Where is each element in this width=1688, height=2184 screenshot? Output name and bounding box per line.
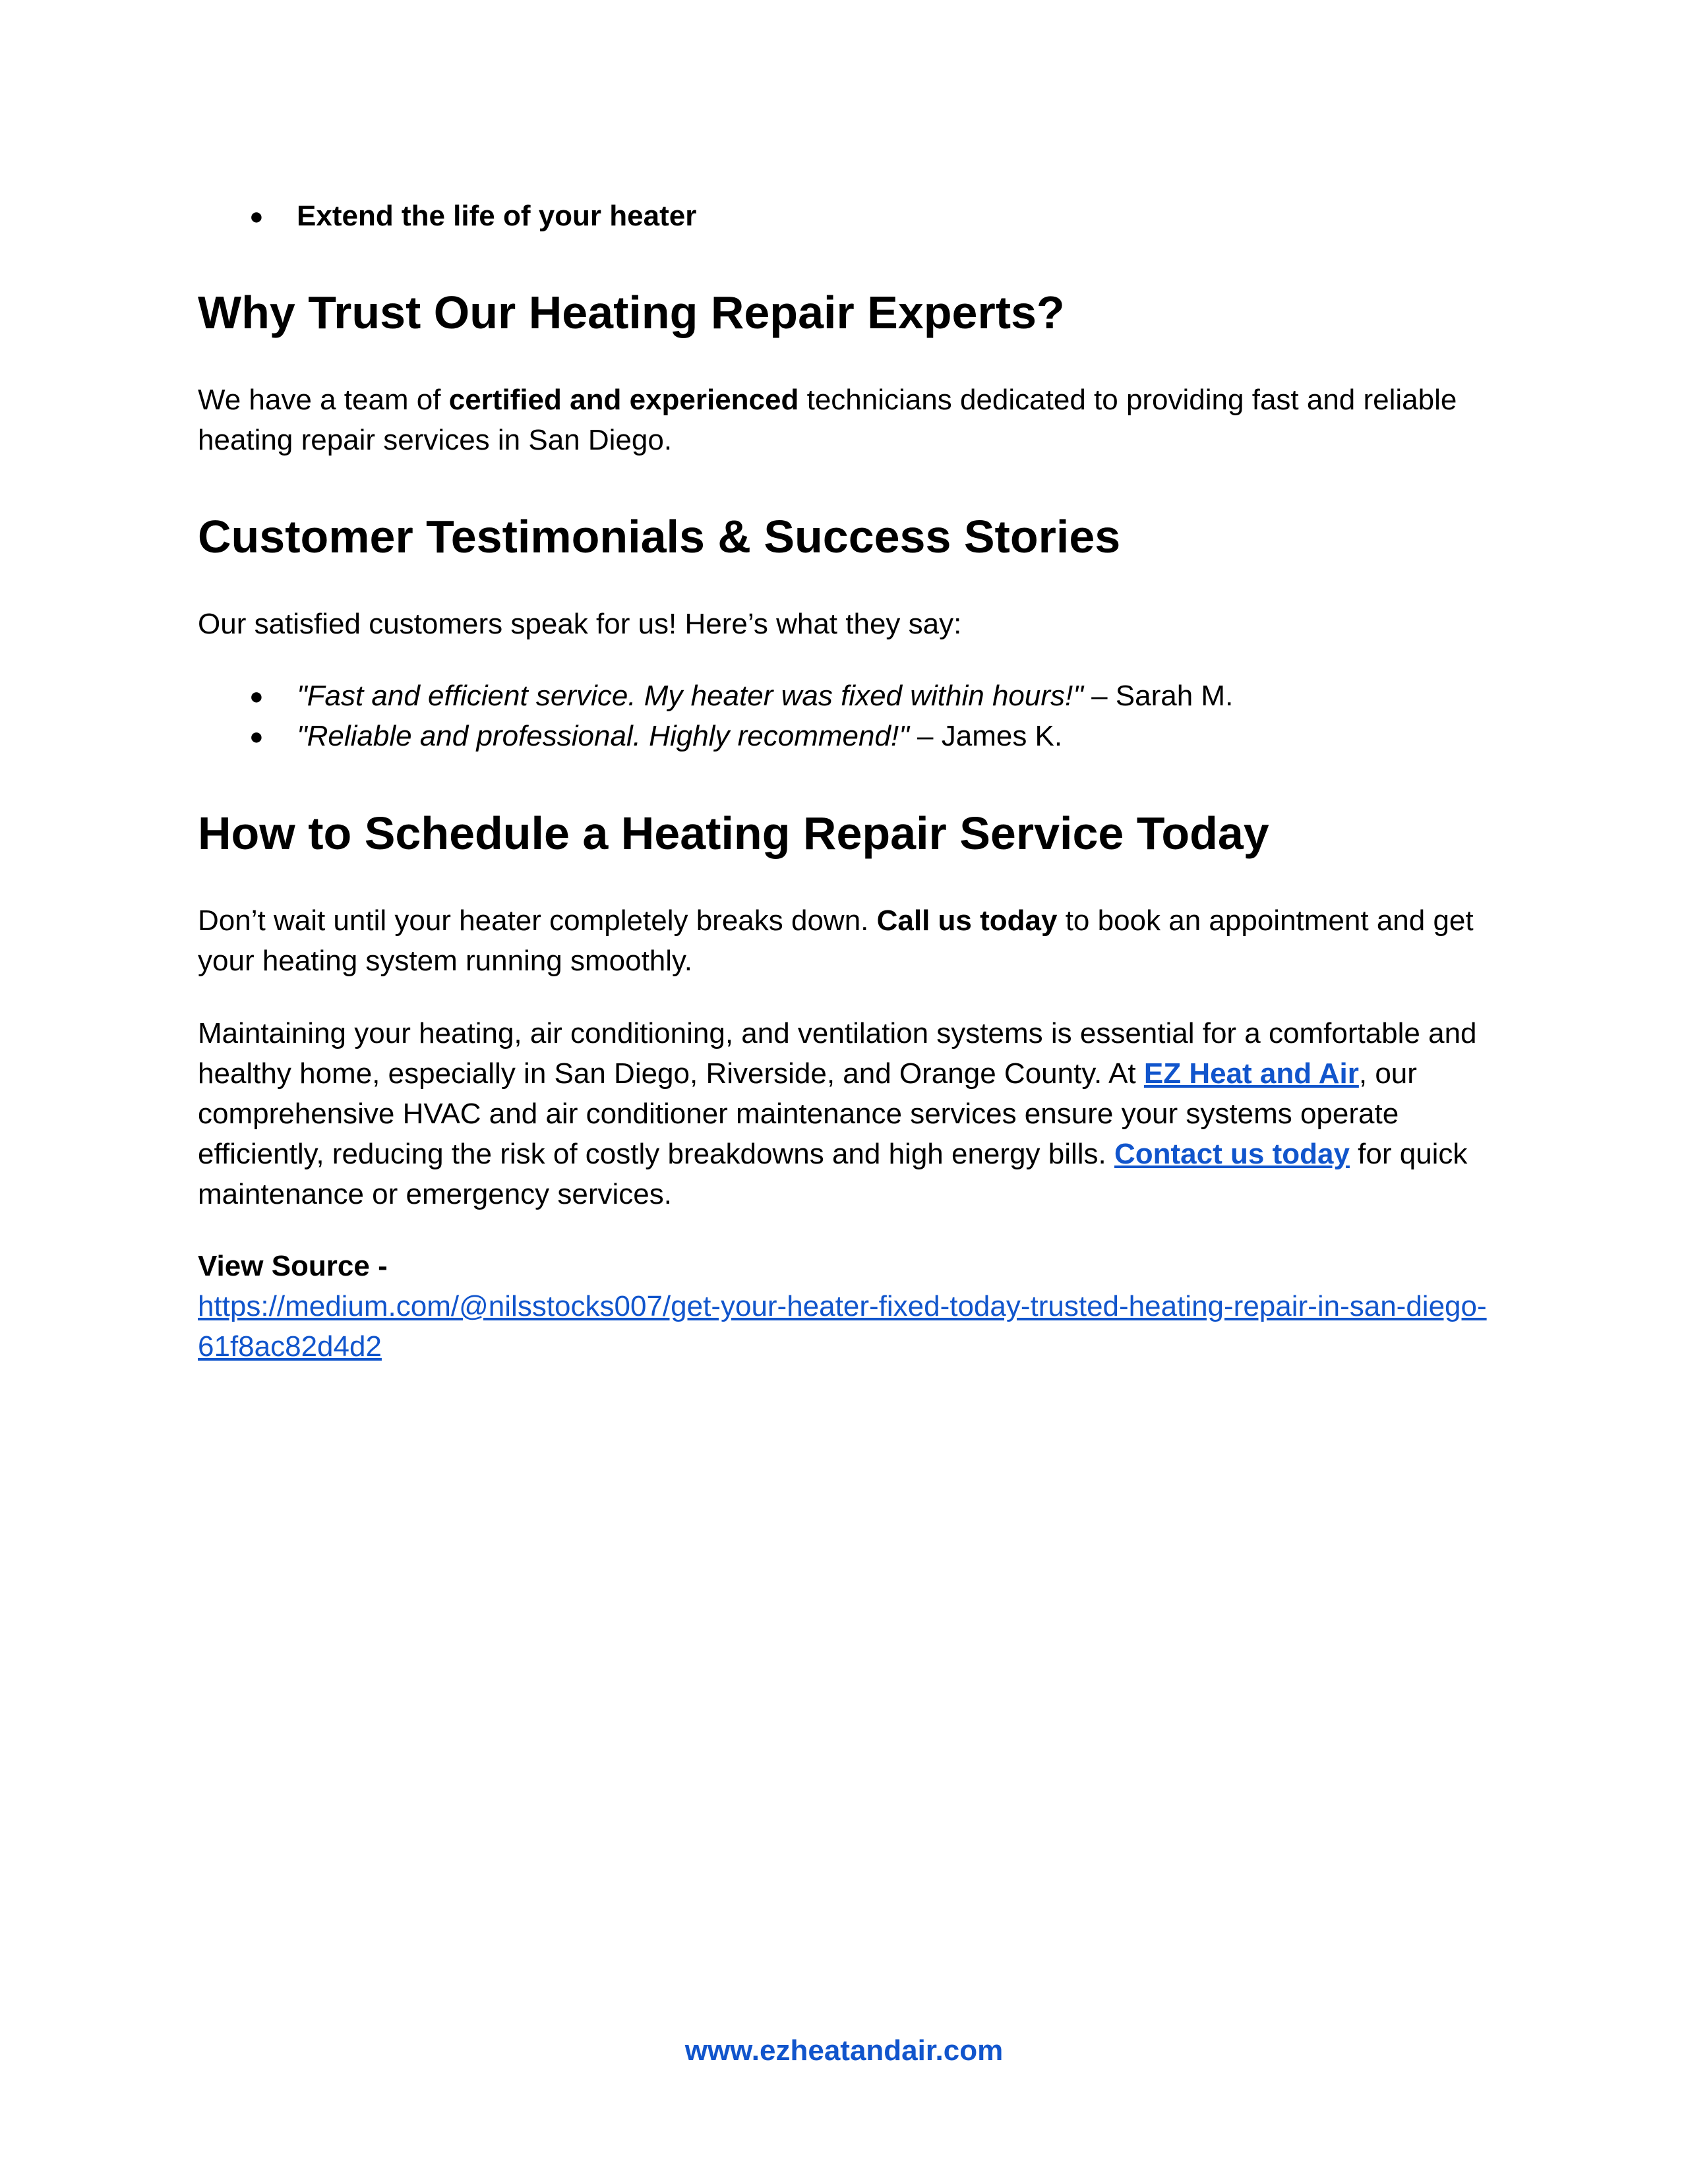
testimonial-author: – James K.: [909, 720, 1063, 752]
text-run: to book an appointment and get your heating system running smoothly.: [198, 904, 1474, 977]
bullet-icon: ●: [249, 723, 264, 750]
paragraph-testimonials-intro: Our satisfied customers speak for us! Here’s what they say:: [198, 608, 962, 640]
testimonial-quote: "Reliable and professional. Highly recommend!": [297, 720, 909, 752]
footer-website[interactable]: www.ezheatandair.com: [684, 2034, 1004, 2067]
testimonial-author: – Sarah M.: [1083, 680, 1234, 712]
bullet-icon: ●: [249, 202, 264, 229]
list-item: [198, 196, 1490, 236]
text-run-bold: Call us today: [876, 904, 1058, 937]
heading-schedule: How to Schedule a Heating Repair Service Today: [198, 808, 1269, 859]
list-item: [198, 676, 1490, 716]
text-run: Maintaining your heating, air conditioning, and ventilation systems is essential for a comfortable and healthy home, especially in San Diego, Riverside, and Orange County. At: [198, 1017, 1477, 1090]
source-url-link[interactable]: https://medium.com/@nilsstocks007/get-your-heater-fixed-today-trusted-heating-repair-in-san-diego-61f8ac82d4d2: [198, 1290, 1487, 1363]
heading-why-trust: Why Trust Our Heating Repair Experts?: [198, 287, 1065, 338]
text-run: technicians dedicated to providing fast and reliable heating repair services in San Diego.: [198, 384, 1457, 456]
paragraph-schedule-cta: [198, 900, 1490, 981]
contact-us-link[interactable]: Contact us today: [1114, 1138, 1350, 1170]
bullet-icon: ●: [249, 682, 264, 709]
testimonial-quote: "Fast and efficient service. My heater was fixed within hours!": [297, 680, 1083, 712]
paragraph-trust: [198, 380, 1490, 460]
list-item: [198, 716, 1490, 756]
text-run-bold: certified and experienced: [448, 384, 799, 416]
paragraph-maintenance: [198, 1013, 1490, 1214]
benefits-list: [198, 196, 1490, 236]
text-run: , our comprehensive HVAC and air conditioner maintenance services ensure your systems operate efficiently, reducing the risk of costly breakdowns and high energy bills.: [198, 1057, 1417, 1170]
source-block: [198, 1246, 1490, 1367]
text-run: Don’t wait until your heater completely breaks down.: [198, 904, 877, 937]
list-item-text: Extend the life of your heater: [297, 200, 697, 232]
text-run: We have a team of: [198, 384, 449, 416]
testimonials-list: [198, 676, 1490, 756]
text-run: for quick maintenance or emergency services.: [198, 1138, 1468, 1210]
source-label: View Source -: [198, 1250, 388, 1282]
ez-heat-and-air-link[interactable]: EZ Heat and Air: [1143, 1057, 1359, 1090]
heading-testimonials: Customer Testimonials & Success Stories: [198, 511, 1121, 562]
